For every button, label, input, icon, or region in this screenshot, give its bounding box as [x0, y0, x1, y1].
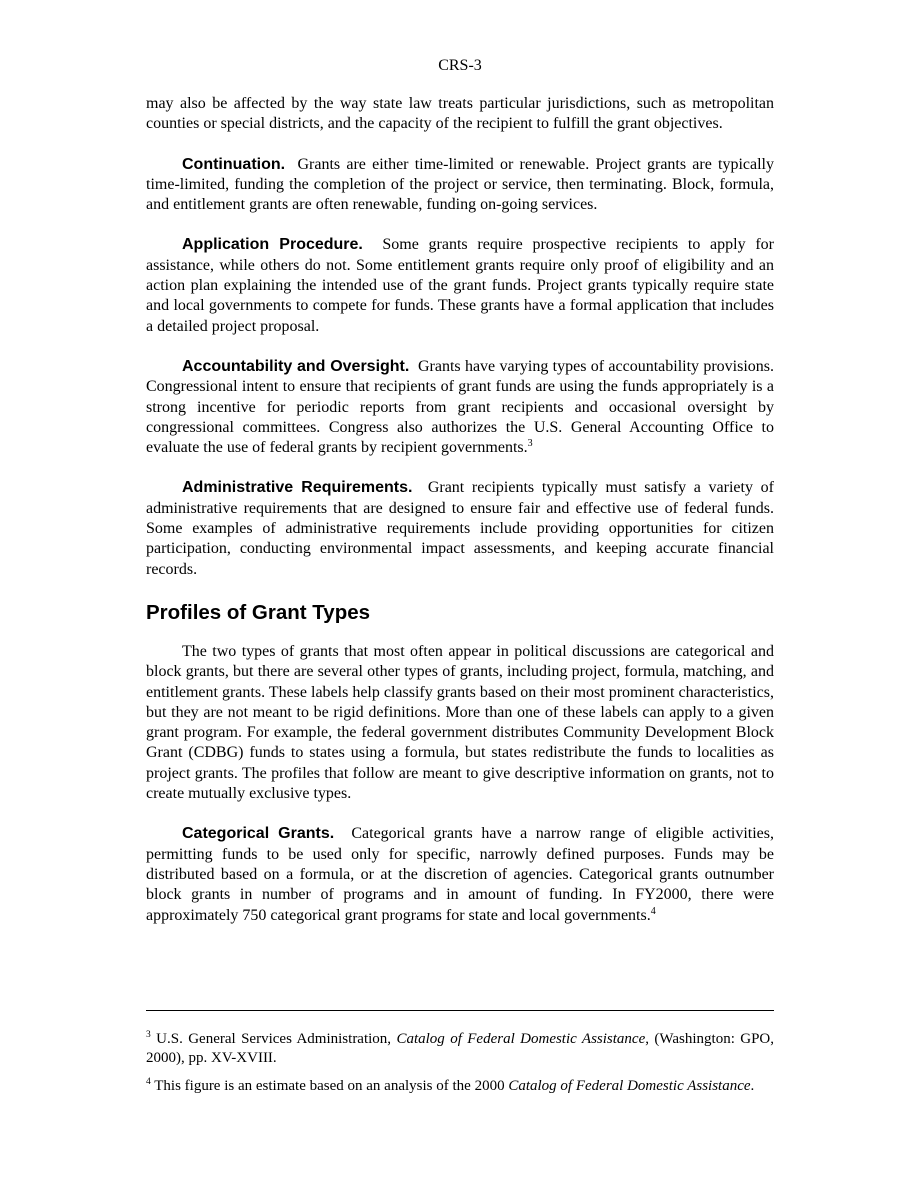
- intro-paragraph: may also be affected by the way state law treats particular jurisdictions, such as metropolitan counties or special districts, and the capacity of the recipient to fulfill the grant objectives.: [146, 95, 774, 133]
- footnote-4-title: Catalog of Federal Domestic Assistance: [508, 1078, 751, 1094]
- footnote-4: [146, 1077, 774, 1096]
- continuation-paragraph: [146, 155, 774, 216]
- section-intro-paragraph: The two types of grants that most often appear in political discussions are categorical and block grants, but there are several other types of grants, including project, formula, matching, and entitlement grants. These labels help classify grants based on their most prominent characteristics, but they are not meant to be rigid definitions. More than one of these labels can apply to a given grant program. For example, the federal government distributes Community Development Block Grant (CDBG) funds to states using a formula, but states redistribute the funds to localities as project grants. The profiles that follow are meant to give descriptive information on grants, not to create mutually exclusive types.: [146, 642, 774, 803]
- footnote-3-after: , (Washington: GPO, 2000), pp. XV-XVIII.: [146, 1031, 775, 1066]
- categorical-heading: Categorical Grants.: [182, 825, 335, 843]
- footnotes: [146, 1030, 774, 1105]
- footnote-4-before: This figure is an estimate based on an analysis of the 2000: [154, 1078, 505, 1094]
- footnote-4-number: 4: [146, 1077, 151, 1087]
- footnote-ref-4[interactable]: 4: [650, 905, 656, 917]
- section-title: Profiles of Grant Types: [146, 600, 371, 624]
- footnote-3: [146, 1030, 774, 1068]
- administrative-paragraph: [146, 478, 774, 579]
- footnote-ref-3[interactable]: 3: [527, 438, 533, 450]
- continuation-text: Grants are either time-limited or renewable. Project grants are typically time-limited, funding the completion of the project or service, then terminating. Block, formula, and entitlement grants are often renewable, funding on-going services.: [146, 155, 775, 214]
- document-body: [146, 94, 774, 946]
- accountability-text: Grants have varying types of accountability provisions. Congressional intent to ensure that recipients of grant funds are using the funds appropriately is a strong incentive for periodic reports from grant recipients and occasional oversight by congressional committees. Congress also authorizes the U.S. General Accounting Office to evaluate the use of federal grants by recipient governments.: [146, 357, 775, 457]
- categorical-text: Categorical grants have a narrow range of eligible activities, permitting funds to be used only for specific, narrowly defined purposes. Funds may be distributed based on a formula, or at the discretion of agencies. Categorical grants outnumber block grants in number of programs and in amount of funding. In FY2000, there were approximately 750 categorical grant programs for state and local governments.: [146, 825, 775, 924]
- footnote-divider: [146, 1010, 774, 1011]
- administrative-heading: Administrative Requirements.: [182, 479, 413, 497]
- continuation-heading: Continuation.: [182, 155, 286, 173]
- application-paragraph: [146, 235, 774, 336]
- administrative-text: Grant recipients typically must satisfy a variety of administrative requirements that are designed to ensure fair and effective use of federal funds. Some examples of administrative requirements include providing opportunities for citizen participation, conducting environmental impact assessments, and keeping accurate financial records.: [146, 479, 774, 578]
- page-number: CRS-3: [438, 57, 482, 74]
- footnote-3-title: Catalog of Federal Domestic Assistance: [396, 1031, 646, 1047]
- application-heading: Application Procedure.: [182, 236, 363, 254]
- application-text: Some grants require prospective recipients to apply for assistance, while others do not. Some entitlement grants require only proof of eligibility and an action plan explaining the intended use of the grant funds. Project grants typically require state and local governments to compete for funds. These grants have a formal application that includes a detailed project proposal.: [146, 236, 775, 335]
- accountability-heading: Accountability and Oversight.: [182, 357, 410, 375]
- categorical-paragraph: [146, 824, 774, 925]
- footnote-3-before: U.S. General Services Administration,: [156, 1031, 392, 1047]
- footnote-4-after: .: [750, 1078, 755, 1094]
- footnote-3-number: 3: [146, 1030, 151, 1040]
- accountability-paragraph: [146, 357, 774, 458]
